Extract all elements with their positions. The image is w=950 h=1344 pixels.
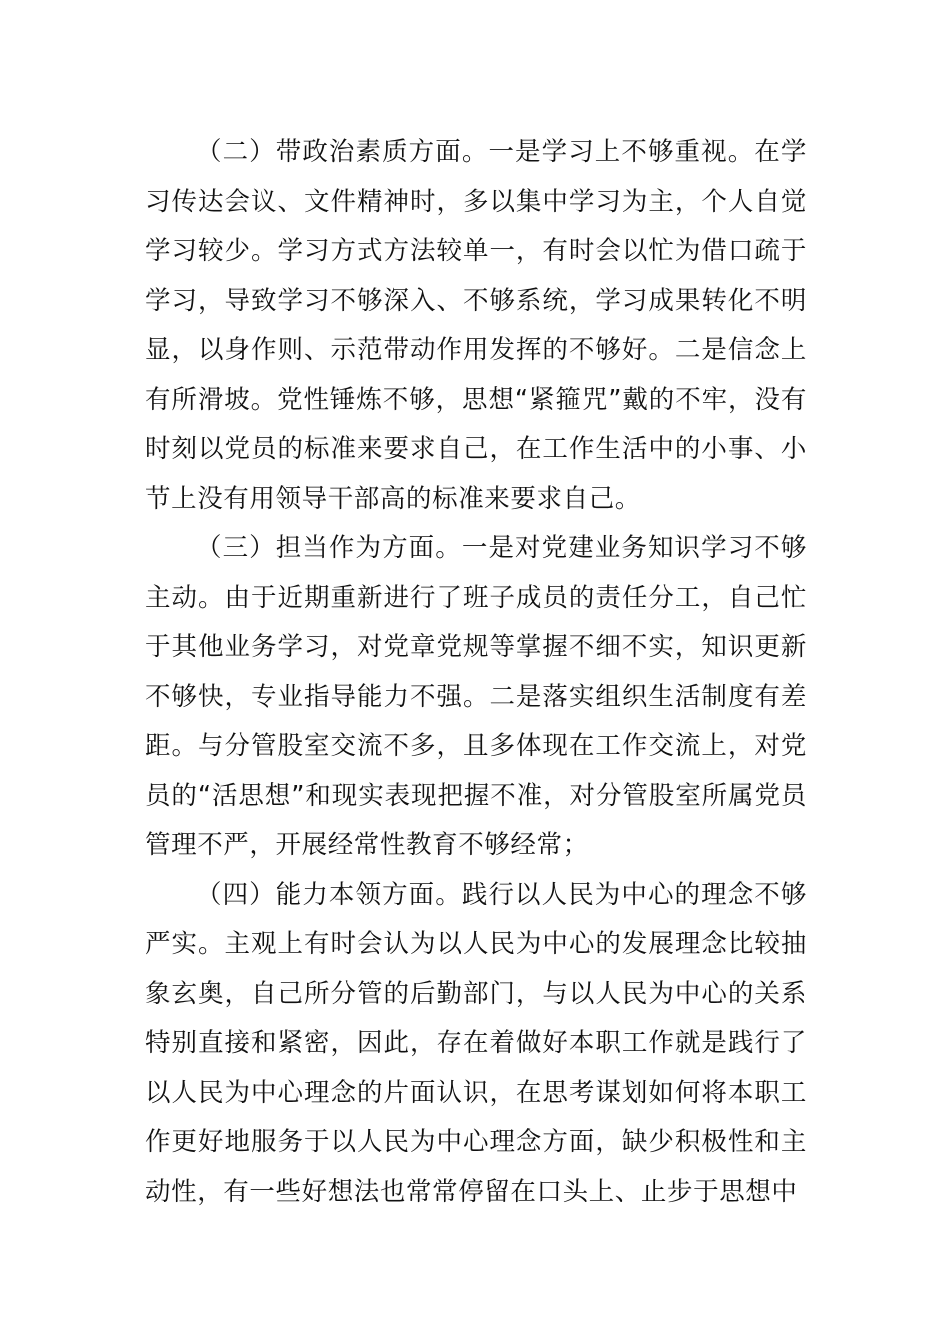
paragraph-responsibility: （三）担当作为方面。一是对党建业务知识学习不够主动。由于近期重新进行了班子成员的责任分工，自己忙于其他业务学习，对党章党规等掌握不细不实，知识更新不够快，专业指导能力不强。二是落实组织生活制度有差距。与分管股室交流不多，且多体现在工作交流上，对党员的“活思想”和现实表现把握不准，对分管股室所属党员管理不严，开展经常性教育不够经常； — [145, 533, 807, 860]
paragraph-capability: （四）能力本领方面。践行以人民为中心的理念不够严实。主观上有时会认为以人民为中心的发展理念比较抽象玄奥，自己所分管的后勤部门，与以人民为中心的关系特别直接和紧密，因此，存在着做好本职工作就是践行了以人民为中心理念的片面认识，在思考谋划如何将本职工作更好地服务于以人民为中心理念方面，缺少积极性和主动性，有一些好想法也常常停留在口头上、止步于思想中 — [145, 879, 807, 1207]
paragraph-political-quality: （二）带政治素质方面。一是学习上不够重视。在学习传达会议、文件精神时，多以集中学习为主，个人自觉学习较少。学习方式方法较单一，有时会以忙为借口疏于学习，导致学习不够深入、不够系统，学习成果转化不明显，以身作则、示范带动作用发挥的不够好。二是信念上有所滑坡。党性锤炼不够，思想“紧箍咒”戴的不牢，没有时刻以党员的标准来要求自己，在工作生活中的小事、小节上没有用领导干部高的标准来要求自己。 — [145, 137, 807, 514]
document-page — [145, 128, 807, 1217]
